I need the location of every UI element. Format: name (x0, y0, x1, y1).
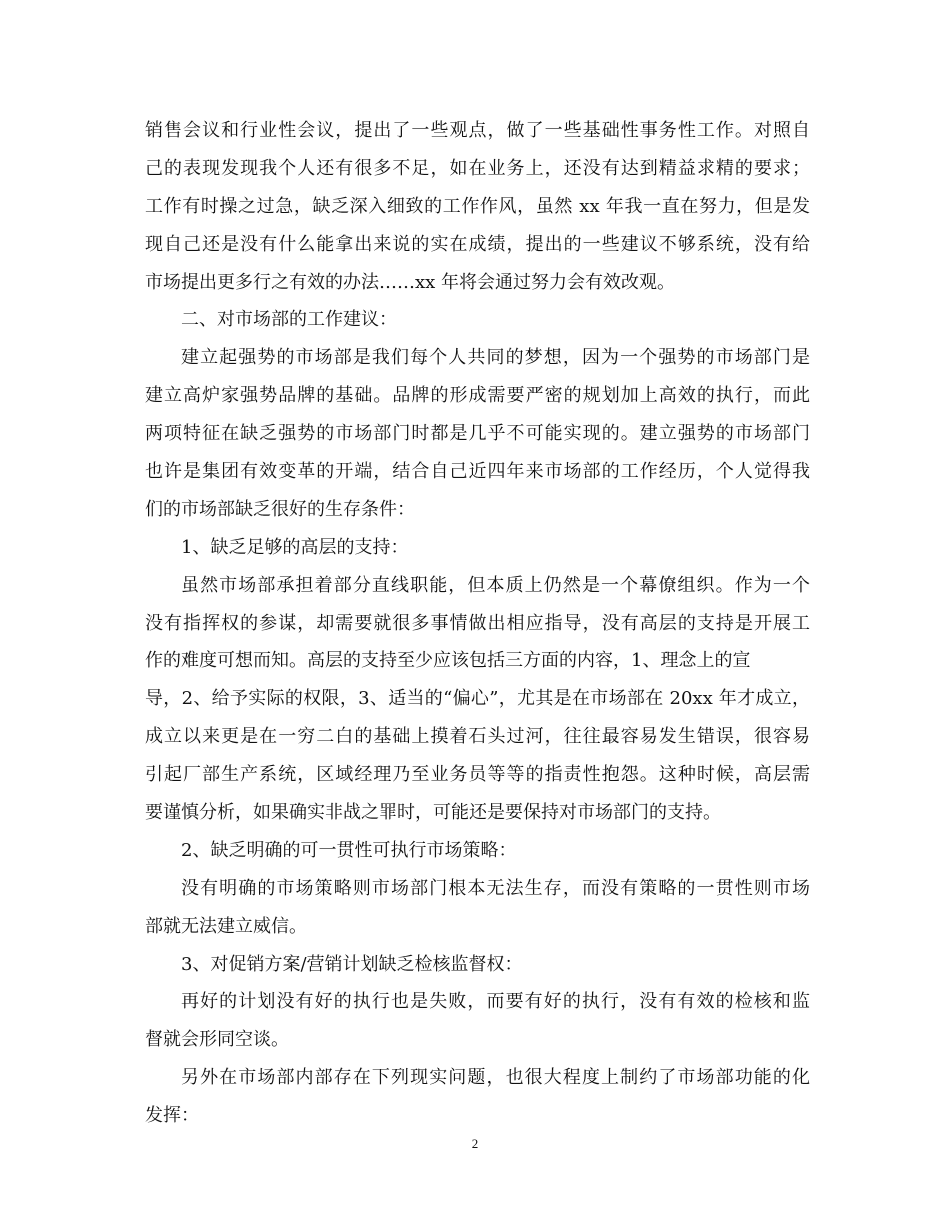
paragraph-line: 没有明确的市场策略则市场部门根本无法生存，而没有策略的一贯性则市场 (181, 877, 810, 899)
subheading: 1、缺乏足够的高层的支持： (181, 536, 409, 558)
paragraph-line: 要谨慎分析，如果确实非战之罪时，可能还是要保持对市场部门的支持。 (145, 802, 721, 824)
subheading: 2、缺乏明确的可一贯性可执行市场策略： (181, 839, 517, 861)
paragraph-line: 建立高炉家强势品牌的基础。品牌的形成需要严密的规划加上高效的执行，而此 (145, 385, 810, 407)
page-number: 2 (471, 1136, 479, 1151)
paragraph-line: 发挥： (145, 1105, 199, 1127)
paragraph-line: 己的表现发现我个人还有很多不足，如在业务上，还没有达到精益求精的要求； (145, 157, 810, 179)
section-heading: 二、对市场部的工作建议： (181, 309, 397, 331)
paragraph-line: 现自己还是没有什么能拿出来说的实在成绩，提出的一些建议不够系统，没有给 (145, 233, 810, 255)
paragraph-line: 督就会形同空谈。 (145, 1029, 289, 1051)
paragraph-line: 引起厂部生产系统，区域经理乃至业务员等等的指责性抱怨。这种时候，高层需 (145, 764, 810, 786)
subheading: 3、对促销方案/营销计划缺乏检核监督权： (181, 953, 523, 975)
paragraph-line: 销售会议和行业性会议，提出了一些观点，做了一些基础性事务性工作。对照自 (145, 120, 810, 141)
paragraph-line: 也许是集团有效变革的开端，结合自己近四年来市场部的工作经历，个人觉得我 (145, 461, 810, 483)
paragraph-line: 成立以来更是在一穷二白的基础上摸着石头过河，往往最容易发生错误，很容易 (145, 726, 810, 748)
paragraph-line: 作的难度可想而知。高层的支持至少应该包括三方面的内容，1、理念上的宣 (145, 650, 751, 672)
document-body (145, 112, 810, 1135)
paragraph-line: 部就无法建立威信。 (145, 915, 307, 937)
paragraph-line: 建立起强势的市场部是我们每个人共同的梦想，因为一个强势的市场部门是 (181, 347, 810, 369)
paragraph-line: 虽然市场部承担着部分直线职能，但本质上仍然是一个幕僚组织。作为一个 (181, 574, 810, 596)
paragraph-line: 再好的计划没有好的执行也是失败，而要有好的执行，没有有效的检核和监 (181, 991, 810, 1013)
paragraph-line: 导，2、给予实际的权限，3、适当的“偏心”，尤其是在市场部在 20xx 年才成立， (145, 688, 810, 710)
paragraph-line: 们的市场部缺乏很好的生存条件： (145, 498, 415, 520)
paragraph-line: 另外在市场部内部存在下列现实问题，也很大程度上制约了市场部功能的化 (181, 1067, 810, 1089)
paragraph-line: 工作有时操之过急，缺乏深入细致的工作作风，虽然 xx 年我一直在努力，但是发 (145, 195, 810, 217)
paragraph-line: 没有指挥权的参谋，却需要就很多事情做出相应指导，没有高层的支持是开展工 (145, 612, 810, 634)
paragraph-line: 两项特征在缺乏强势的市场部门时都是几乎不可能实现的。建立强势的市场部门 (145, 423, 810, 445)
paragraph-line: 市场提出更多行之有效的办法……xx 年将会通过努力会有效改观。 (145, 271, 676, 293)
